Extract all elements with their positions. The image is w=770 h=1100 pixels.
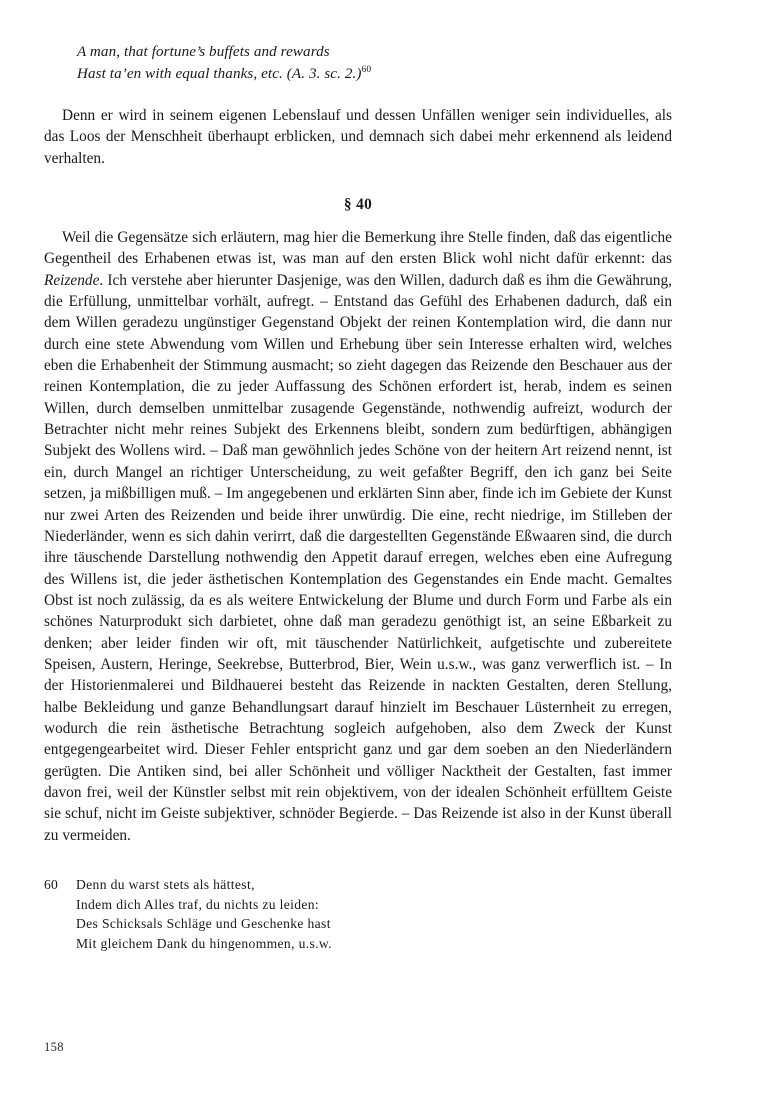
epigraph-line-1: A man, that fortune’s buffets and rewards	[77, 44, 330, 60]
section-body-emphasis: Reizende	[44, 271, 100, 289]
footnote-verse	[76, 875, 672, 953]
footnote-verse-line-4: Mit gleichem Dank du hingenommen, u.s.w.	[76, 935, 332, 951]
footnote-verse-line-3: Des Schicksals Schläge und Geschenke hast	[76, 916, 331, 932]
intro-paragraph-text: Denn er wird in seinem eigenen Lebenslauf und dessen Unfällen weniger sein individuelles, als das Loos der Menschheit überhaupt erblicken, und demnach sich dabei mehr erkennend als leidend verhalten.	[44, 107, 672, 167]
section-body-part-2: . Ich verstehe aber hierunter Dasjenige, was den Willen, dadurch daß es ihm die Gewährung, die Erfüllung, unmittelbar vorhält, aufregt. – Entstand das Gefühl des Erhabenen dadurch, daß ein dem Willen geradezu ungünstiger Gegenstand Objekt der reinen Kontemplation wird, die dann nur durch eine stete Abwendung vom Willen und Erhebung über sein Interesse erhalten wird, welches eben die Erhabenheit der Stimmung ausmacht; so zieht dagegen das Reizende den Beschauer aus der reinen Kontemplation, die zu jeder Auffassung des Schönen erfordert ist, herab, indem es seinen Willen, durch demselben unmittelbar zusagende Gegenstände, nothwendig aufreizt, wodurch der Betrachter nicht mehr reines Subjekt des Erkennens bleibt, sondern zum bedürftigen, abhängigen Subjekt des Wollens wird. – Daß man gewöhnlich jedes Schöne von der heitern Art reizend nennt, ist ein, durch Mangel an richtiger Unterscheidung, zu weit gefaßter Begriff, den ich ganz bei Seite setzen, ja mißbilligen muß. – Im angegebenen und erklärten Sinn aber, finde ich im Gebiete der Kunst nur zwei Arten des Reizenden und beide ihrer unwürdig. Die eine, recht niedrige, im Stilleben der Niederländer, wenn es sich dahin verirrt, daß die dargestellten Gegenstände Eßwaaren sind, die durch ihre täuschende Darstellung nothwendig den Appetit darauf erregen, welches eben eine Aufregung des Willens ist, die jeder ästhetischen Kontemplation des Gegenstandes ein Ende macht. Gemaltes Obst ist noch zulässig, da es als weitere Entwickelung der Blume und durch Form und Farbe als ein schönes Naturprodukt sich darbietet, ohne daß man geradezu genöthigt ist, an seine Eßbarkeit zu denken; aber leider finden wir oft, mit täuschender Natürlichkeit, aufgetischte und zubereitete Speisen, Austern, Heringe, Seekrebse, Butterbrod, Bier, Wein u.s.w., was ganz verwerflich ist. – In der Historienmalerei und Bildhauerei besteht das Reizende in nackten Gestalten, deren Stellung, halbe Bekleidung und ganze Behandlungsart darauf hinzielt im Beschauer Lüsternheit zu erregen, wodurch die rein ästhetische Betrachtung sogleich aufgehoben, also dem Zweck der Kunst entgegengearbeitet wird. Dieser Fehler entspricht ganz und gar dem soeben an den Niederländern gerügten. Die Antiken sind, bei aller Schönheit und völliger Nacktheit der Gestalten, fast immer davon frei, weil der Künstler selbst mit rein objektivem, von der idealen Schönheit erfülltem Geiste sie schuf, nicht im Geiste subjektiver, schnöder Begierde. – Das Reizende ist also in der Kunst überall zu vermeiden.	[44, 271, 672, 844]
epigraph-line-2-text: Hast ta’en with equal thanks, etc. (A. 3. sc. 2.)	[77, 65, 362, 82]
section-body-part-1: Weil die Gegensätze sich erläutern, mag hier die Bemerkung ihre Stelle finden, daß das eigentliche Gegentheil des Erhabenen etwas ist, was man auf den ersten Blick wohl nicht dafür erkennt: das	[44, 229, 672, 268]
footnote-block	[44, 846, 672, 953]
footnote-number: 60	[44, 877, 58, 892]
footnote-verse-line-2: Indem dich Alles traf, du nichts zu leiden:	[76, 896, 320, 912]
section-heading: § 40	[343, 196, 373, 214]
footnote-verse-line-1: Denn du warst stets als hättest,	[76, 877, 255, 892]
intro-paragraph	[44, 105, 672, 169]
epigraph-quote	[44, 0, 672, 85]
page-number: 158	[44, 1040, 64, 1054]
epigraph-line-2	[77, 64, 672, 86]
footnote-reference-marker[interactable]: 60	[361, 63, 372, 75]
section-body-paragraph	[44, 227, 672, 846]
footnote-row	[44, 875, 672, 953]
text-block	[44, 0, 672, 953]
